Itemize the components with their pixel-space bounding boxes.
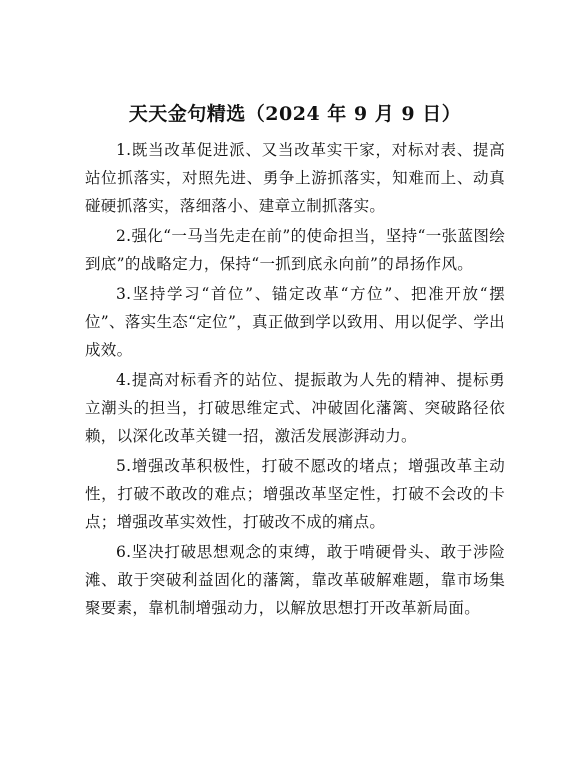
- paragraph-6: 6.坚决打破思想观念的束缚，敢于啃硬骨头、敢于涉险滩、敢于突破利益固化的藩篱，靠改革破解难题，靠市场集聚要素，靠机制增强动力，以解放思想打开改革新局面。: [85, 543, 505, 617]
- paragraph-1: 1.既当改革促进派、又当改革实干家，对标对表、提高站位抓落实，对照先进、勇争上游抓落实，知难而上、动真碰硬抓落实，落细落小、建章立制抓落实。: [85, 141, 505, 215]
- paragraph-5: 5.增强改革积极性，打破不愿改的堵点；增强改革主动性，打破不敢改的难点；增强改革坚定性，打破不会改的卡点；增强改革实效性，打破改不成的痛点。: [85, 457, 505, 531]
- paragraph-3: 3.坚持学习“首位”、锚定改革“方位”、把准开放“摆位”、落实生态“定位”，真正做到学以致用、用以促学、学出成效。: [85, 285, 505, 359]
- document-title: 天天金句精选（2024 年 9 月 9 日）: [128, 103, 462, 125]
- paragraph-4: 4.提高对标看齐的站位、提振敢为人先的精神、提标勇立潮头的担当，打破思维定式、冲破固化藩篱、突破路径依赖，以深化改革关键一招，激活发展澎湃动力。: [85, 371, 505, 445]
- paragraph-2: 2.强化“一马当先走在前”的使命担当，坚持“一张蓝图绘到底”的战略定力，保持“一抓到底永向前”的昂扬作风。: [85, 227, 505, 273]
